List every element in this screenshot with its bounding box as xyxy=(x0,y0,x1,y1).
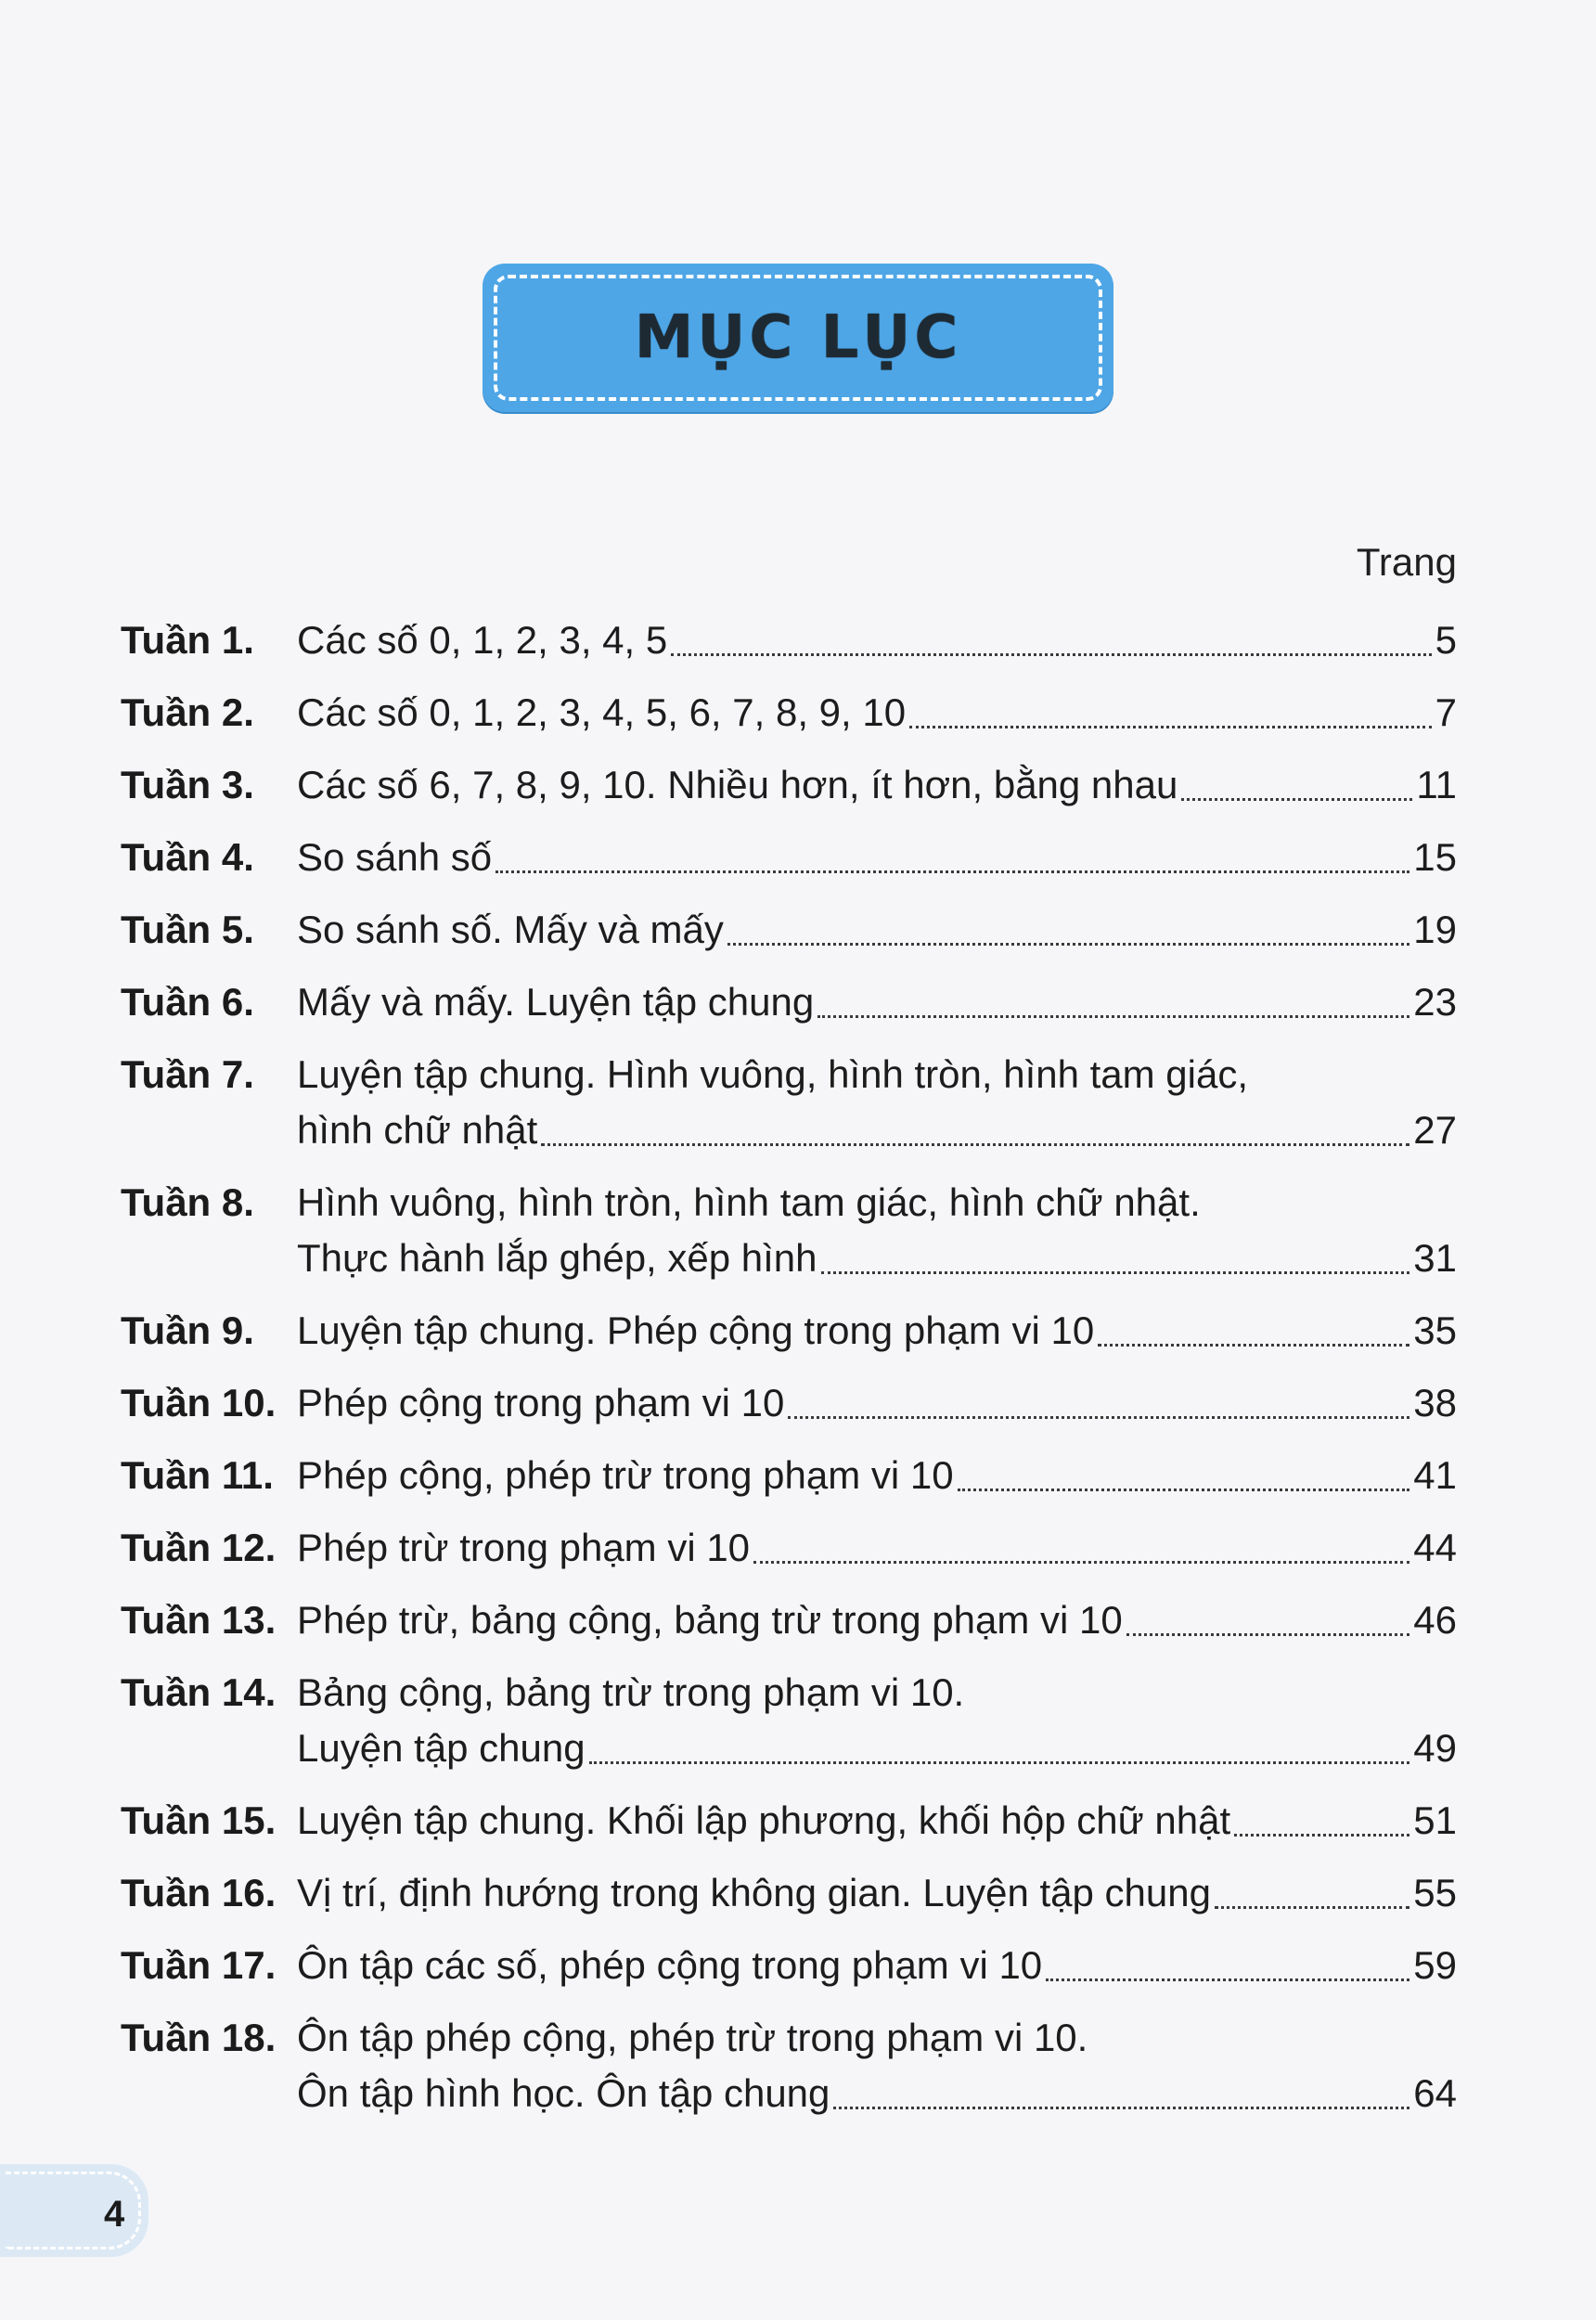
toc-entry-line xyxy=(297,1865,1457,1921)
toc-page-number: 11 xyxy=(1416,763,1457,806)
dot-leader xyxy=(589,1761,1410,1764)
toc-entry-line xyxy=(297,1231,1457,1286)
toc-week-label: Tuần 12. xyxy=(121,1526,277,1569)
toc-page-number: 49 xyxy=(1413,1726,1457,1770)
toc-entry-title: Phép cộng, phép trừ trong phạm vi 10 xyxy=(297,1453,954,1497)
dot-leader xyxy=(958,1489,1410,1491)
toc-page-number: 31 xyxy=(1413,1236,1457,1280)
dot-leader xyxy=(753,1561,1409,1564)
toc-entry-line xyxy=(297,1375,1457,1431)
toc-entry-text xyxy=(297,685,1457,741)
dot-leader xyxy=(1126,1633,1410,1636)
toc-entry-text xyxy=(297,1665,1457,1776)
toc-entry-line xyxy=(297,2066,1457,2121)
toc-page-number: 55 xyxy=(1413,1871,1457,1914)
toc-entry-title: Thực hành lắp ghép, xếp hình xyxy=(297,1236,817,1280)
dot-leader xyxy=(909,726,1432,728)
toc-entry-line xyxy=(297,2010,1457,2066)
toc-entry-line xyxy=(297,612,1457,668)
toc-entry-line xyxy=(297,1448,1457,1503)
toc-entry-title: Các số 0, 1, 2, 3, 4, 5, 6, 7, 8, 9, 10 xyxy=(297,690,907,734)
toc-entry-line xyxy=(297,1721,1457,1776)
toc-page-number: 19 xyxy=(1413,908,1457,951)
toc-entry-title: Các số 6, 7, 8, 9, 10. Nhiều hơn, ít hơn, bằng nhau xyxy=(297,763,1178,806)
toc-entry-text xyxy=(297,902,1457,958)
toc-entry-text xyxy=(297,1865,1457,1921)
toc-entry-line xyxy=(297,1592,1457,1648)
toc-page-number: 38 xyxy=(1413,1381,1457,1424)
toc-week-label: Tuần 2. xyxy=(121,690,254,734)
toc-entry-line xyxy=(297,1303,1457,1359)
toc-week-label: Tuần 9. xyxy=(121,1308,254,1352)
toc-week-label: Tuần 13. xyxy=(121,1598,277,1642)
dot-leader xyxy=(1046,1978,1409,1981)
toc-page-number: 7 xyxy=(1435,690,1457,734)
toc-entry-line xyxy=(297,1175,1457,1231)
dot-leader xyxy=(817,1015,1409,1018)
toc-entry-text xyxy=(297,1448,1457,1503)
toc-week-label: Tuần 5. xyxy=(121,908,254,951)
toc-entry-line xyxy=(297,902,1457,958)
toc-entry-line xyxy=(297,1520,1457,1576)
toc-week-label: Tuần 14. xyxy=(121,1670,277,1714)
toc-week-label: Tuần 16. xyxy=(121,1871,277,1914)
toc-page-number: 59 xyxy=(1413,1943,1457,1987)
toc-entry-title: Luyện tập chung. Phép cộng trong phạm vi 10 xyxy=(297,1308,1095,1352)
toc-week-label: Tuần 10. xyxy=(121,1381,277,1424)
toc-entry-line xyxy=(297,1938,1457,1993)
toc-entry-text xyxy=(297,1047,1457,1158)
toc-entry-text xyxy=(297,757,1457,813)
page-column-label: Trang xyxy=(1356,540,1457,584)
toc-entry-line xyxy=(297,830,1457,885)
toc-entry-text xyxy=(297,1303,1457,1359)
toc-entry-line xyxy=(297,1665,1457,1721)
toc-entry-line xyxy=(297,1102,1457,1158)
toc-entry-line xyxy=(297,757,1457,813)
toc-entry-text xyxy=(297,1938,1457,1993)
toc-week-label: Tuần 3. xyxy=(121,763,254,806)
toc-entry-title: Phép cộng trong phạm vi 10 xyxy=(297,1381,785,1424)
toc-page-number: 64 xyxy=(1413,2071,1457,2115)
toc-entry-text xyxy=(297,2010,1457,2121)
toc-entry-title: Luyện tập chung. Hình vuông, hình tròn, hình tam giác, xyxy=(297,1052,1249,1096)
toc-entry-title: Hình vuông, hình tròn, hình tam giác, hình chữ nhật. xyxy=(297,1180,1201,1224)
dot-leader xyxy=(788,1416,1409,1419)
toc-week-label: Tuần 4. xyxy=(121,835,254,879)
page-number-tab xyxy=(0,2164,148,2257)
toc-entry-text xyxy=(297,974,1457,1030)
toc-page-number: 35 xyxy=(1413,1308,1457,1352)
title-badge xyxy=(483,264,1113,412)
dot-leader xyxy=(496,870,1409,873)
toc-week-label: Tuần 15. xyxy=(121,1798,277,1842)
toc-entry-line xyxy=(297,1793,1457,1849)
toc-entry-line xyxy=(297,685,1457,741)
dot-leader xyxy=(833,2107,1409,2109)
toc-page-number: 51 xyxy=(1413,1798,1457,1842)
dot-leader xyxy=(1098,1344,1409,1347)
dot-leader xyxy=(821,1271,1410,1274)
toc-entry-title: Ôn tập phép cộng, phép trừ trong phạm vi 10. xyxy=(297,2016,1088,2059)
toc-entry-title: Luyện tập chung. Khối lập phương, khối hộp chữ nhật xyxy=(297,1798,1231,1842)
toc-entry-title: Phép trừ trong phạm vi 10 xyxy=(297,1526,751,1569)
toc-entry-text xyxy=(297,830,1457,885)
toc-week-label: Tuần 7. xyxy=(121,1052,254,1096)
toc-entry-title: Các số 0, 1, 2, 3, 4, 5 xyxy=(297,618,668,662)
toc-page-number: 15 xyxy=(1413,835,1457,879)
toc-entry-title: hình chữ nhật xyxy=(297,1108,538,1152)
toc-page-number: 23 xyxy=(1413,980,1457,1024)
toc-week-label: Tuần 8. xyxy=(121,1180,254,1224)
page-title: MỤC LỤC xyxy=(634,303,962,372)
toc-entry-title: Ôn tập hình học. Ôn tập chung xyxy=(297,2071,830,2115)
toc-entry-text xyxy=(297,1520,1457,1576)
toc-week-label: Tuần 11. xyxy=(121,1453,274,1497)
toc-week-label: Tuần 6. xyxy=(121,980,254,1024)
toc-entry-title: Mấy và mấy. Luyện tập chung xyxy=(297,980,815,1024)
toc-entry-line xyxy=(297,1047,1457,1102)
toc-entry-title: So sánh số xyxy=(297,835,493,879)
dot-leader xyxy=(1181,798,1412,801)
toc-entry-text xyxy=(297,612,1457,668)
toc-week-label: Tuần 1. xyxy=(121,618,254,662)
dot-leader xyxy=(1234,1834,1409,1837)
toc-entry-title: Vị trí, định hướng trong không gian. Luyện tập chung xyxy=(297,1871,1211,1914)
toc-entry-title: So sánh số. Mấy và mấy xyxy=(297,908,724,951)
toc-entry-title: Phép trừ, bảng cộng, bảng trừ trong phạm vi 10 xyxy=(297,1598,1123,1642)
toc-entry-title: Luyện tập chung xyxy=(297,1726,586,1770)
toc-week-label: Tuần 18. xyxy=(121,2016,277,2059)
dot-leader xyxy=(727,943,1409,946)
toc-entry-text xyxy=(297,1175,1457,1286)
toc-page-number: 27 xyxy=(1413,1108,1457,1152)
footer-page-number: 4 xyxy=(104,2194,125,2235)
toc-page-number: 44 xyxy=(1413,1526,1457,1569)
toc-entry-text xyxy=(297,1375,1457,1431)
dot-leader xyxy=(671,653,1431,656)
toc-entry-title: Ôn tập các số, phép cộng trong phạm vi 10 xyxy=(297,1943,1043,1987)
toc-entry-title: Bảng cộng, bảng trừ trong phạm vi 10. xyxy=(297,1670,965,1714)
toc-page-number: 5 xyxy=(1435,618,1457,662)
dot-leader xyxy=(541,1143,1409,1146)
toc-entry-line xyxy=(297,974,1457,1030)
dot-leader xyxy=(1215,1906,1409,1909)
toc-entry-text xyxy=(297,1793,1457,1849)
toc-entry-text xyxy=(297,1592,1457,1648)
toc-page-number: 46 xyxy=(1413,1598,1457,1642)
toc-week-label: Tuần 17. xyxy=(121,1943,277,1987)
toc-page-number: 41 xyxy=(1413,1453,1457,1497)
